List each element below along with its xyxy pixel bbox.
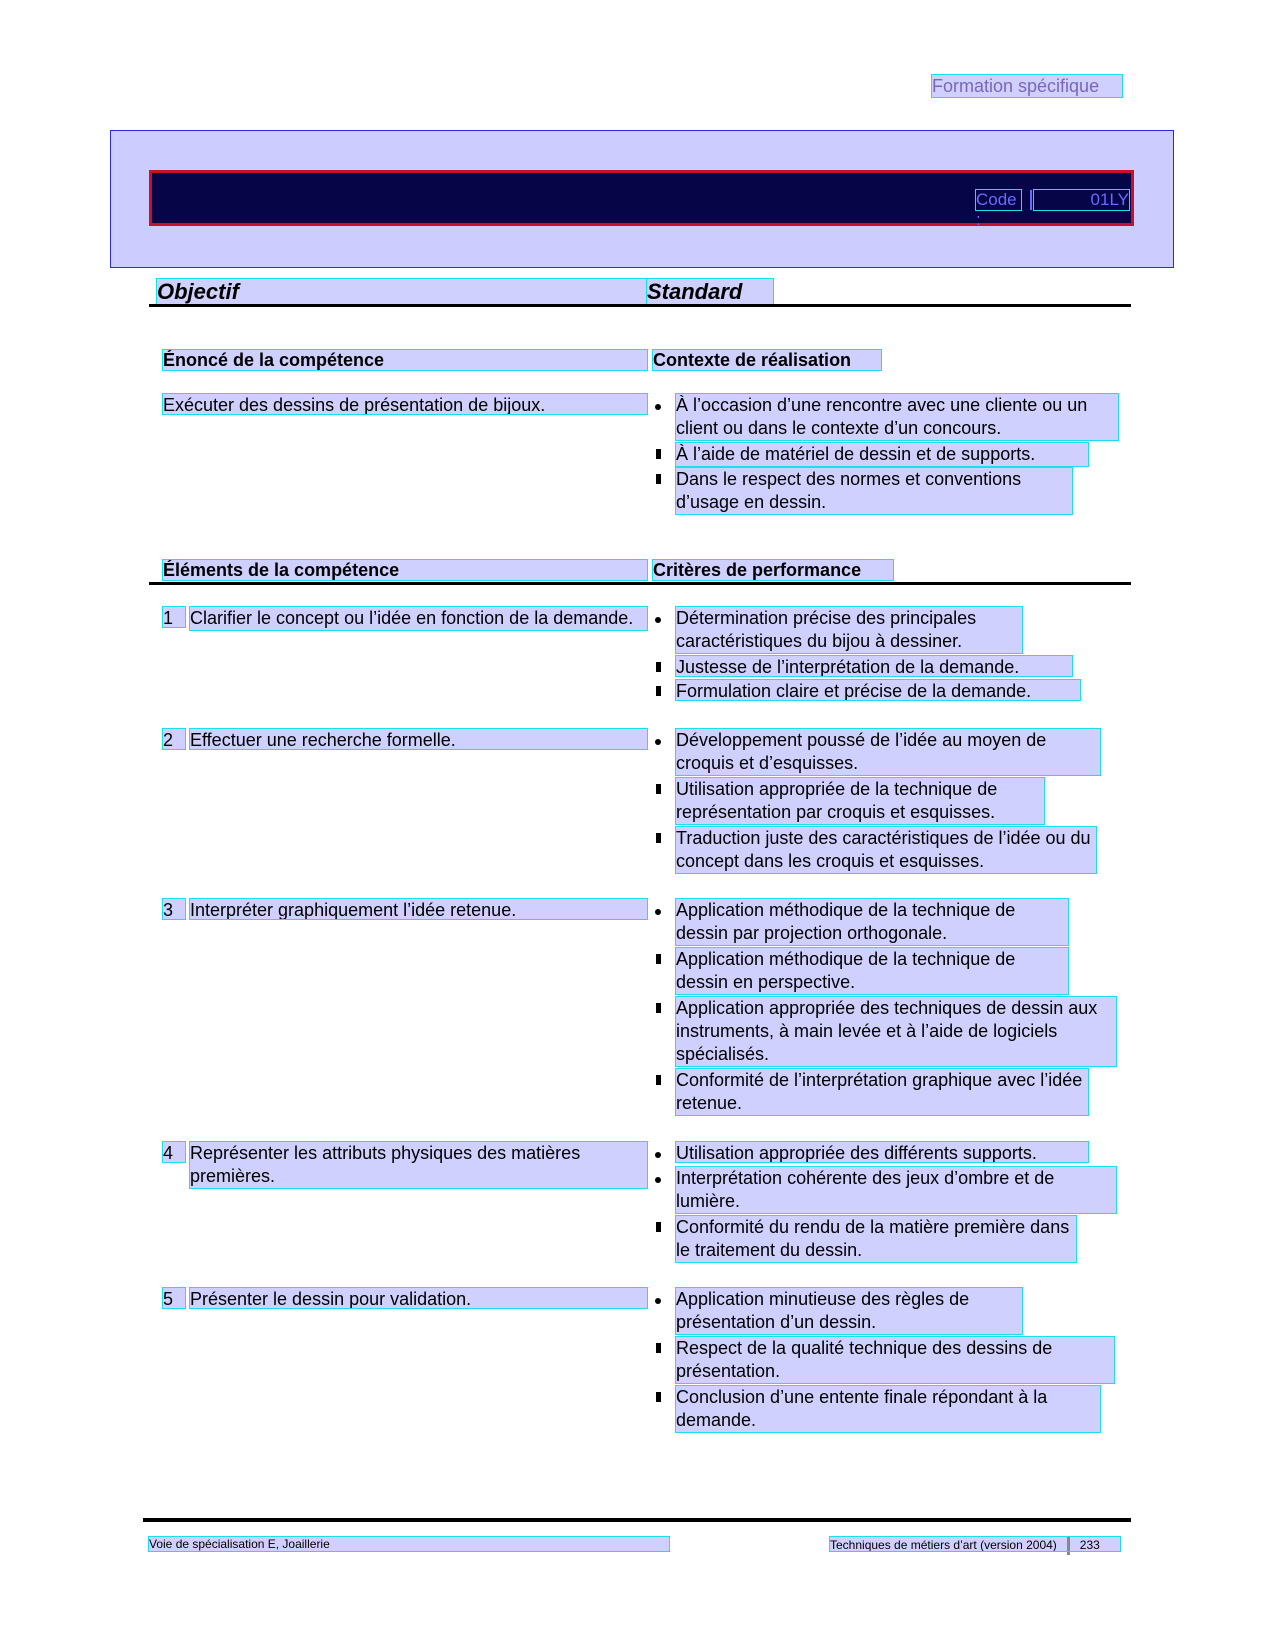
context-item: À l’aide de matériel de dessin et de supports. xyxy=(676,443,1088,466)
element-text: Présenter le dessin pour validation. xyxy=(190,1288,647,1308)
statement-text: Exécuter des dessins de présentation de bijoux. xyxy=(163,394,647,414)
bullet-icon xyxy=(655,1177,661,1183)
bullet-icon xyxy=(656,954,661,964)
statement-heading: Énoncé de la compétence xyxy=(163,350,647,370)
element-text: Clarifier le concept ou l’idée en fonction de la demande. xyxy=(190,607,647,630)
criterion-item: Application minutieuse des règles de présentation d’un dessin. xyxy=(676,1288,1022,1334)
criterion-item: Formulation claire et précise de la demande. xyxy=(676,680,1080,700)
bullet-icon xyxy=(656,686,661,696)
bullet-icon xyxy=(656,1392,661,1402)
context-item: À l’occasion d’une rencontre avec une cliente ou un client ou dans le contexte d’un concours. xyxy=(676,394,1118,440)
bullet-icon xyxy=(655,617,661,623)
footer-separator xyxy=(1067,1537,1070,1555)
element-number: 4 xyxy=(163,1142,185,1162)
bullet-icon xyxy=(656,474,661,484)
context-heading: Contexte de réalisation xyxy=(653,350,881,370)
criterion-item: Détermination précise des principales caractéristiques du bijou à dessiner. xyxy=(676,607,1022,653)
footer-divider xyxy=(143,1518,1131,1522)
bullet-icon xyxy=(655,404,661,410)
bullet-icon xyxy=(655,909,661,915)
element-number: 3 xyxy=(163,899,185,919)
bullet-icon xyxy=(655,739,661,745)
criterion-item: Traduction juste des caractéristiques de l’idée ou du concept dans les croquis et esquisses. xyxy=(676,827,1096,873)
criterion-item: Application appropriée des techniques de dessin aux instruments, à main levée et à l’aide de logiciels spécialisés. xyxy=(676,997,1116,1066)
element-number: 1 xyxy=(163,607,185,627)
bullet-icon xyxy=(655,1152,661,1158)
page-number: 233 xyxy=(1079,1538,1100,1553)
bullet-icon xyxy=(656,662,661,672)
objective-heading: Objectif xyxy=(157,279,647,304)
criterion-item: Utilisation appropriée des différents supports. xyxy=(676,1142,1088,1162)
elements-divider xyxy=(149,582,1131,585)
criterion-item: Utilisation appropriée de la technique de représentation par croquis et esquisses. xyxy=(676,778,1044,824)
criterion-item: Conclusion d’une entente finale répondant à la demande. xyxy=(676,1386,1100,1432)
criterion-item: Interprétation cohérente des jeux d’ombre et de lumière. xyxy=(676,1167,1116,1213)
element-text: Interpréter graphiquement l’idée retenue. xyxy=(190,899,647,919)
criterion-item: Justesse de l’interprétation de la demande. xyxy=(676,656,1072,676)
section-header: Formation spécifique xyxy=(932,75,1122,97)
criterion-item: Application méthodique de la technique de dessin par projection orthogonale. xyxy=(676,899,1068,945)
bullet-icon xyxy=(655,1298,661,1304)
bullet-icon xyxy=(656,784,661,794)
footer-right xyxy=(830,1537,1120,1551)
bullet-icon xyxy=(656,449,661,459)
heading-divider xyxy=(149,304,1131,307)
bullet-icon xyxy=(656,1075,661,1085)
footer-left: Voie de spécialisation E, Joaillerie xyxy=(149,1537,669,1551)
elements-heading: Éléments de la compétence xyxy=(163,560,647,580)
element-number: 2 xyxy=(163,729,185,749)
criterion-item: Respect de la qualité technique des dessins de présentation. xyxy=(676,1337,1114,1383)
footer-program: Techniques de métiers d’art (version 2004) xyxy=(830,1538,1057,1553)
code-separator xyxy=(1030,190,1032,210)
code-label: Code : xyxy=(976,190,1021,210)
element-text: Effectuer une recherche formelle. xyxy=(190,729,647,749)
code-value: 01LY xyxy=(1034,190,1129,210)
criterion-item: Développement poussé de l’idée au moyen de croquis et d’esquisses. xyxy=(676,729,1100,775)
bullet-icon xyxy=(656,1343,661,1353)
bullet-icon xyxy=(656,1003,661,1013)
context-item: Dans le respect des normes et conventions d’usage en dessin. xyxy=(676,468,1072,514)
element-text: Représenter les attributs physiques des matières premières. xyxy=(190,1142,647,1188)
criterion-item: Application méthodique de la technique de dessin en perspective. xyxy=(676,948,1068,994)
criterion-item: Conformité du rendu de la matière première dans le traitement du dessin. xyxy=(676,1216,1076,1262)
criterion-item: Conformité de l’interprétation graphique avec l’idée retenue. xyxy=(676,1069,1088,1115)
standard-heading: Standard xyxy=(647,279,773,304)
bullet-icon xyxy=(656,833,661,843)
bullet-icon xyxy=(656,1222,661,1232)
element-number: 5 xyxy=(163,1288,185,1308)
criteria-heading: Critères de performance xyxy=(653,560,893,580)
